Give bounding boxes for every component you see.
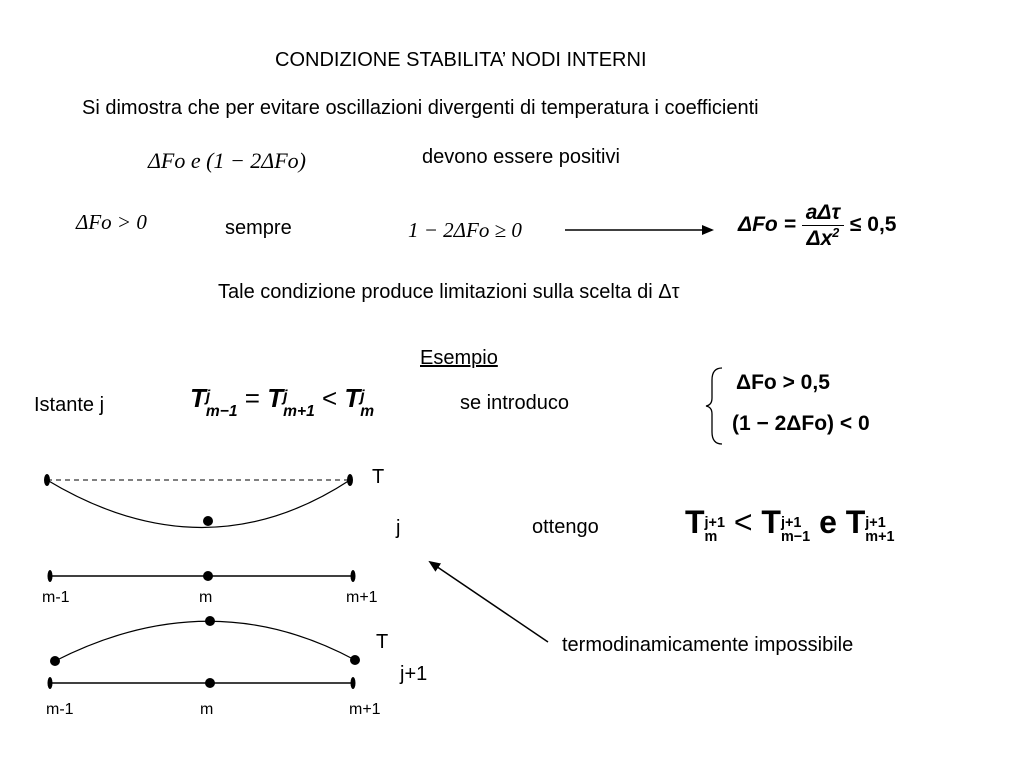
- instant-label: Istante j: [34, 394, 105, 416]
- impossible-arrow: [430, 562, 548, 642]
- node-marker: [50, 656, 60, 666]
- obtain-expression: T j+1 m < T j+1 m−1 e T j+1 m+1: [685, 504, 895, 546]
- node-marker: [44, 474, 50, 486]
- node-marker: [351, 570, 356, 582]
- node-marker: [205, 678, 215, 688]
- diagram1-j-label: j: [396, 517, 401, 539]
- node-label: m-1: [46, 701, 74, 718]
- system-brace: [706, 368, 722, 444]
- profile-curve-j: [47, 480, 350, 528]
- always-text: sempre: [225, 217, 292, 239]
- node-marker: [347, 474, 353, 486]
- condition-2-expression: 1 − 2ΔFo ≥ 0: [408, 218, 522, 242]
- result-lhs: ΔFo =: [738, 213, 796, 237]
- system-line-2: (1 − 2ΔFo) < 0: [732, 412, 870, 435]
- diagram2-t-label: T: [376, 631, 389, 653]
- intro-text: Si dimostra che per evitare oscillazioni divergenti di temperatura i coefficienti: [82, 97, 759, 119]
- node-marker: [48, 570, 53, 582]
- positive-text: devono essere positivi: [422, 146, 620, 168]
- node-label: m+1: [349, 701, 381, 718]
- node-marker: [203, 516, 213, 526]
- limitation-text: Tale condizione produce limitazioni sulla scelta di Δτ: [218, 281, 680, 303]
- node-label: m-1: [42, 589, 70, 606]
- node-label: m: [199, 589, 213, 606]
- node-marker: [205, 616, 215, 626]
- diagram2-j-label: j+1: [400, 663, 428, 685]
- introduce-label: se introduco: [460, 392, 569, 414]
- coefficients-expression: ΔFo e (1 − 2ΔFo): [148, 148, 306, 173]
- node-marker: [350, 655, 360, 665]
- diagram1-t-label: T: [372, 466, 385, 488]
- profile-curve-j-plus-1: [55, 621, 355, 661]
- instant-expression: T j m−1 = T j m+1 < T j m: [190, 383, 375, 421]
- result-denominator: $\Delta x^2$: [806, 226, 840, 250]
- node-label: m: [200, 701, 214, 718]
- condition-1-expression: ΔFo > 0: [76, 210, 147, 234]
- result-numerator: aΔτ: [802, 202, 844, 226]
- node-marker: [203, 571, 213, 581]
- node-label: m+1: [346, 589, 378, 606]
- node-marker: [48, 677, 53, 689]
- slide-title: CONDIZIONE STABILITA’ NODI INTERNI: [275, 49, 647, 71]
- impossible-text: termodinamicamente impossibile: [562, 634, 854, 656]
- system-line-1: ΔFo > 0,5: [736, 371, 830, 394]
- result-rhs: ≤ 0,5: [849, 213, 897, 237]
- node-marker: [351, 677, 356, 689]
- example-heading: Esempio: [420, 347, 498, 369]
- obtain-label: ottengo: [532, 516, 599, 538]
